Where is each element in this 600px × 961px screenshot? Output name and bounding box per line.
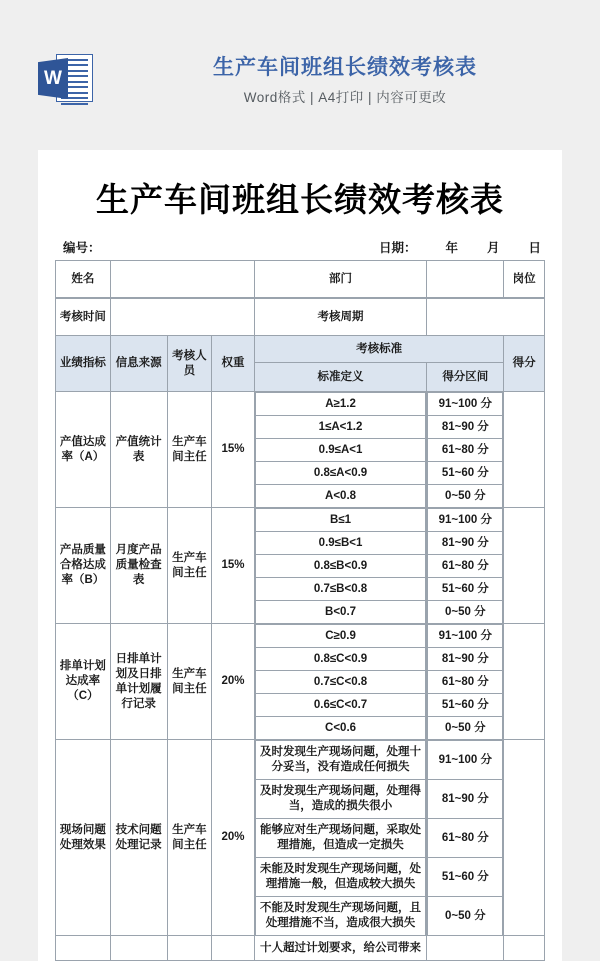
criteria-definition-list [254, 508, 426, 624]
score-input-cell[interactable] [504, 740, 545, 936]
criteria-definition: 0.8≤C<0.9 [255, 648, 425, 671]
weight-value: 15% [212, 508, 255, 624]
metric-label: 现场问题处理效果 [56, 740, 111, 936]
criteria-range: 0~50 分 [428, 717, 503, 740]
criteria-definition: 0.8≤B<0.9 [255, 555, 425, 578]
criteria-range: 0~50 分 [428, 485, 503, 508]
criteria-range-list [427, 508, 504, 624]
criteria-definition: 1≤A<1.2 [255, 416, 425, 439]
label-assessment-time: 考核时间 [56, 299, 111, 336]
promo-header [0, 0, 600, 150]
criteria-range-list [427, 740, 504, 936]
label-department: 部门 [254, 261, 426, 298]
metric-label: 产值达成率（A） [56, 392, 111, 508]
criteria-range: 0~50 分 [428, 601, 503, 624]
weight-value: 15% [212, 392, 255, 508]
criteria-definition: 及时发现生产现场问题，处理得当，造成的损失很小 [255, 780, 425, 819]
document-meta-line [55, 234, 545, 260]
promo-title: 生产车间班组长绩效考核表 [213, 56, 477, 79]
criteria-definition: B<0.7 [255, 601, 425, 624]
weight-value: 20% [212, 740, 255, 936]
criteria-range [427, 936, 504, 961]
criteria-definition: 不能及时发现生产现场问题，且处理措施不当，造成很大损失 [255, 897, 425, 936]
score-input-cell[interactable] [504, 624, 545, 740]
criteria-definition: C≥0.9 [255, 625, 425, 648]
value-name[interactable] [110, 261, 254, 298]
criteria-definition: 0.8≤A<0.9 [255, 462, 425, 485]
source-label: 月度产品质量检查表 [110, 508, 167, 624]
criteria-definition: 0.9≤A<1 [255, 439, 425, 462]
criteria-range: 61~80 分 [428, 555, 503, 578]
header-standard-definition: 标准定义 [254, 363, 426, 392]
header-score-range: 得分区间 [427, 363, 504, 392]
source-label: 产值统计表 [110, 392, 167, 508]
criteria-definition-list [254, 740, 426, 936]
header-weight: 权重 [212, 336, 255, 392]
criteria-definition-list [254, 392, 426, 508]
criteria-definition-list [254, 624, 426, 740]
criteria-range: 0~50 分 [428, 897, 503, 936]
assessor-label: 生产车间主任 [167, 624, 212, 740]
table-row-employee-info [56, 261, 545, 298]
criteria-range: 81~90 分 [428, 780, 503, 819]
criteria-definition: A≥1.2 [255, 393, 425, 416]
weight-value [212, 936, 255, 961]
score-input-cell[interactable] [504, 392, 545, 508]
table-row [56, 624, 545, 740]
score-input-cell[interactable] [504, 936, 545, 961]
assessor-label: 生产车间主任 [167, 508, 212, 624]
assessor-label: 生产车间主任 [167, 740, 212, 936]
criteria-definition: 能够应对生产现场问题，采取处理措施，但造成一定损失 [255, 819, 425, 858]
criteria-range: 61~80 分 [428, 671, 503, 694]
value-department[interactable] [427, 261, 504, 298]
criteria-range: 81~90 分 [428, 416, 503, 439]
table-header-row-1 [56, 336, 545, 363]
word-file-icon [38, 52, 94, 104]
word-icon-letter-w: W [44, 68, 62, 89]
criteria-definition: 0.9≤B<1 [255, 532, 425, 555]
criteria-definition: 及时发现生产现场问题，处理十分妥当，没有造成任何损失 [255, 741, 425, 780]
metric-label: 排单计划达成率（C） [56, 624, 111, 740]
promo-text-block [110, 54, 580, 111]
document-title: 生产车间班组长绩效考核表 [96, 183, 504, 219]
criteria-range: 91~100 分 [428, 741, 503, 780]
date-year-label: 年 [445, 241, 459, 255]
criteria-range: 51~60 分 [428, 578, 503, 601]
criteria-definition: 0.7≤C<0.8 [255, 671, 425, 694]
criteria-range-list [427, 624, 504, 740]
header-score: 得分 [504, 336, 545, 392]
criteria-range-list [427, 392, 504, 508]
criteria-range: 81~90 分 [428, 532, 503, 555]
label-assessment-period: 考核周期 [254, 299, 426, 336]
source-label: 技术问题处理记录 [110, 740, 167, 936]
score-input-cell[interactable] [504, 508, 545, 624]
metric-label: 产品质量合格达成率（B） [56, 508, 111, 624]
table-row-partial [56, 936, 545, 961]
date-label: 日期： [379, 241, 417, 255]
criteria-definition: 未能及时发现生产现场问题，处理措施一般，但造成较大损失 [255, 858, 425, 897]
header-standard-group: 考核标准 [254, 336, 504, 363]
label-name: 姓名 [56, 261, 111, 298]
promo-subtitle: Word格式 | A4打印 | 内容可更改 [243, 90, 447, 105]
table-row [56, 740, 545, 936]
header-assessor: 考核人员 [167, 336, 212, 392]
document-page [38, 150, 562, 961]
date-day-label: 日 [528, 241, 541, 255]
criteria-definition: 0.6≤C<0.7 [255, 694, 425, 717]
criteria-range: 61~80 分 [428, 439, 503, 462]
assessor-label [167, 936, 212, 961]
serial-number-label: 编号： [63, 241, 101, 255]
criteria-definition: 十人超过计划要求，给公司带来 [254, 936, 426, 961]
criteria-range: 91~100 分 [428, 393, 503, 416]
source-label [110, 936, 167, 961]
date-group [379, 238, 541, 256]
table-row [56, 508, 545, 624]
criteria-definition: B≤1 [255, 509, 425, 532]
assessor-label: 生产车间主任 [167, 392, 212, 508]
criteria-range: 51~60 分 [428, 694, 503, 717]
date-month-label: 月 [487, 241, 500, 255]
criteria-definition: A<0.8 [255, 485, 425, 508]
criteria-range: 91~100 分 [428, 625, 503, 648]
criteria-range: 61~80 分 [428, 819, 503, 858]
header-metric: 业绩指标 [56, 336, 111, 392]
weight-value: 20% [212, 624, 255, 740]
table-row-period-info [56, 299, 545, 336]
criteria-range: 51~60 分 [428, 858, 503, 897]
criteria-definition: 0.7≤B<0.8 [255, 578, 425, 601]
criteria-definition: C<0.6 [255, 717, 425, 740]
appraisal-form-table [55, 260, 545, 961]
criteria-range: 81~90 分 [428, 648, 503, 671]
value-assessment-time[interactable] [110, 299, 254, 336]
table-row [56, 392, 545, 508]
header-source: 信息来源 [110, 336, 167, 392]
metric-label [56, 936, 111, 961]
label-position: 岗位 [504, 261, 545, 298]
criteria-range: 91~100 分 [428, 509, 503, 532]
source-label: 日排单计划及日排单计划履行记录 [110, 624, 167, 740]
criteria-range: 51~60 分 [428, 462, 503, 485]
value-assessment-period[interactable] [427, 299, 545, 336]
